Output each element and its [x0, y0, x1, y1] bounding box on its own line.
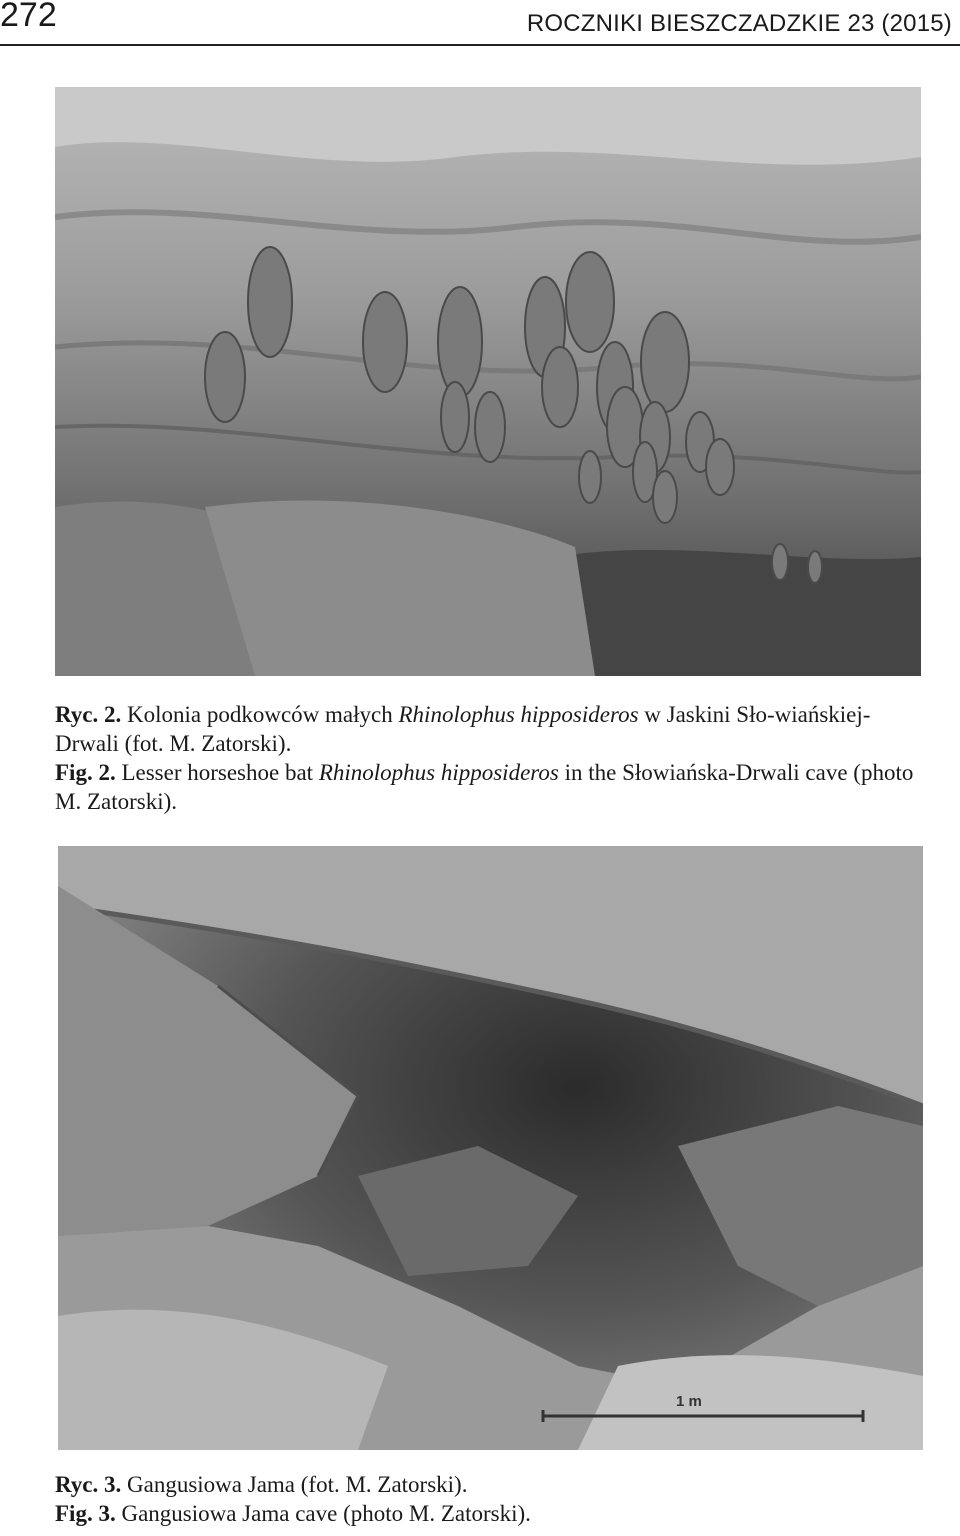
figure-3-text-pl: Gangusiowa Jama (fot. M. Zatorski). [127, 1472, 468, 1497]
figure-3-label-pl: Ryc. 3. [55, 1472, 122, 1497]
figure-3-caption-pl [55, 1470, 925, 1499]
page-number: 272 [0, 0, 57, 34]
header-rule [0, 44, 960, 46]
figure-3-label-en: Fig. 3. [55, 1501, 116, 1526]
bat-colony-photo [55, 87, 921, 676]
figure-3-caption-en [55, 1499, 925, 1528]
cave-passage-photo [58, 846, 923, 1450]
figure-2-text-en: Lesser horseshoe bat [121, 760, 314, 785]
figure-2-text-pl-2: w Jaskini Sło-wiańskiej-Drwali (fot. M. Zatorski). [55, 702, 871, 756]
figure-3-text-en: Gangusiowa Jama cave (photo M. Zatorski). [121, 1501, 531, 1526]
figure-3-caption [55, 1470, 925, 1528]
figure-2-text-en-2: in the Słowiańska-Drwali cave (photo M. Zatorski). [55, 760, 914, 814]
scale-bar-label: 1 m [676, 1393, 702, 1410]
cave-passage-photo-illustration [58, 846, 923, 1450]
figure-2-label-pl: Ryc. 2. [55, 702, 122, 727]
figure-2-caption [55, 700, 925, 816]
figure-2-species-pl: Rhinolophus hipposideros [398, 702, 639, 727]
figure-2-caption-pl [55, 700, 925, 758]
figure-2-caption-en [55, 758, 925, 816]
figure-2-label-en: Fig. 2. [55, 760, 116, 785]
running-head: ROCZNIKI BIESZCZADZKIE 23 (2015) [526, 10, 952, 37]
figure-2-text-pl: Kolonia podkowców małych [127, 702, 393, 727]
bat-colony-photo-illustration [55, 87, 921, 676]
figure-2-species-en: Rhinolophus hipposideros [318, 760, 559, 785]
